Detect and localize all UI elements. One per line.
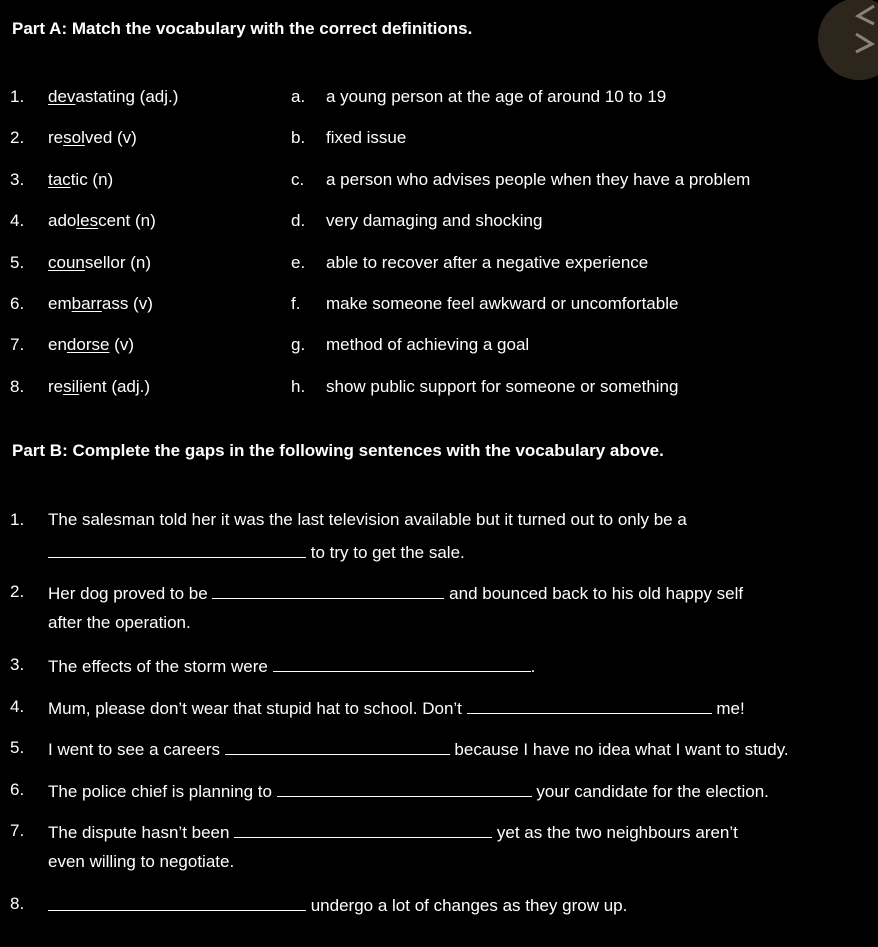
word-number: 6. [10,294,25,313]
definition-letter: e. [291,253,306,272]
definition-text: very damaging and shocking [326,211,543,230]
part-b-heading: Part B: Complete the gaps in the following sentences with the vocabulary above. [12,441,664,460]
sentence: 3. The effects of the storm were . [10,655,536,676]
definition-text: show public support for someone or something [326,377,679,396]
match-row [0,128,878,150]
word-number: 2. [10,128,25,147]
vocab-word: tactic (n) [48,170,114,189]
sentence-number: 6. [10,780,25,799]
answer-blank[interactable] [212,582,444,599]
vocab-word: devastating (adj.) [48,87,179,106]
answer-blank[interactable] [277,780,532,797]
definition-letter: f. [291,294,301,313]
sentence-continued: to try to get the sale. [0,541,878,563]
word-number: 3. [10,170,25,189]
vocab-word: endorse (v) [48,335,134,354]
sentence [0,510,878,532]
match-row [0,335,878,357]
match-row [0,170,878,192]
sentence-number: 7. [10,821,25,840]
definition-text: fixed issue [326,128,407,147]
definition-letter: d. [291,211,306,230]
answer-blank[interactable] [48,894,306,911]
answer-blank[interactable] [48,541,306,558]
sentence-number: 5. [10,738,25,757]
sentence: 5. I went to see a careers because I have no idea what I want to study. [10,738,789,759]
definition-letter: c. [291,170,305,189]
definition-letter: g. [291,335,306,354]
definition-text: a person who advises people when they have a problem [326,170,751,189]
sentence-number: 2. [10,582,25,601]
sentence-number: 4. [10,697,25,716]
part-a-heading: Part A: Match the vocabulary with the correct definitions. [12,19,473,38]
word-number: 5. [10,253,25,272]
vocab-word: resolved (v) [48,128,137,147]
answer-blank[interactable] [234,821,492,838]
sentence: 7. The dispute hasn’t been yet as the two neighbours aren’t [10,821,738,842]
answer-blank[interactable] [467,697,712,714]
match-row [0,377,878,399]
definition-text: method of achieving a goal [326,335,530,354]
vocab-word: embarrass (v) [48,294,153,313]
definition-letter: a. [291,87,306,106]
match-row [0,87,878,109]
sentence-text: The salesman told her it was the last television available but it turned out to only be a [48,510,687,529]
word-number: 4. [10,211,25,230]
sentence-number: 3. [10,655,25,674]
sentence-continued: even willing to negotiate. [48,852,235,871]
definition-text: able to recover after a negative experience [326,253,649,272]
definition-text: a young person at the age of around 10 to 19 [326,87,667,106]
definition-letter: b. [291,128,306,147]
page-nav-button[interactable] [818,0,878,80]
chevron-nav-icon [852,2,878,54]
match-row [0,294,878,316]
definition-text: make someone feel awkward or uncomfortable [326,294,679,313]
match-row [0,211,878,233]
sentence-number: 1. [10,510,25,529]
match-row [0,253,878,275]
vocab-word: counsellor (n) [48,253,151,272]
sentence-number: 8. [10,894,25,913]
answer-blank[interactable] [225,738,450,755]
word-number: 7. [10,335,25,354]
word-number: 8. [10,377,25,396]
vocab-word: resilient (adj.) [48,377,151,396]
word-number: 1. [10,87,25,106]
sentence: 6. The police chief is planning to your candidate for the election. [10,780,769,801]
vocab-word: adolescent (n) [48,211,156,230]
sentence: 4. Mum, please don’t wear that stupid hat to school. Don’t me! [10,697,745,718]
sentence-continued: after the operation. [48,613,191,632]
answer-blank[interactable] [273,655,531,672]
sentence: 8. undergo a lot of changes as they grow up. [10,894,628,915]
sentence: 2. Her dog proved to be and bounced back to his old happy self [10,582,744,603]
definition-letter: h. [291,377,306,396]
